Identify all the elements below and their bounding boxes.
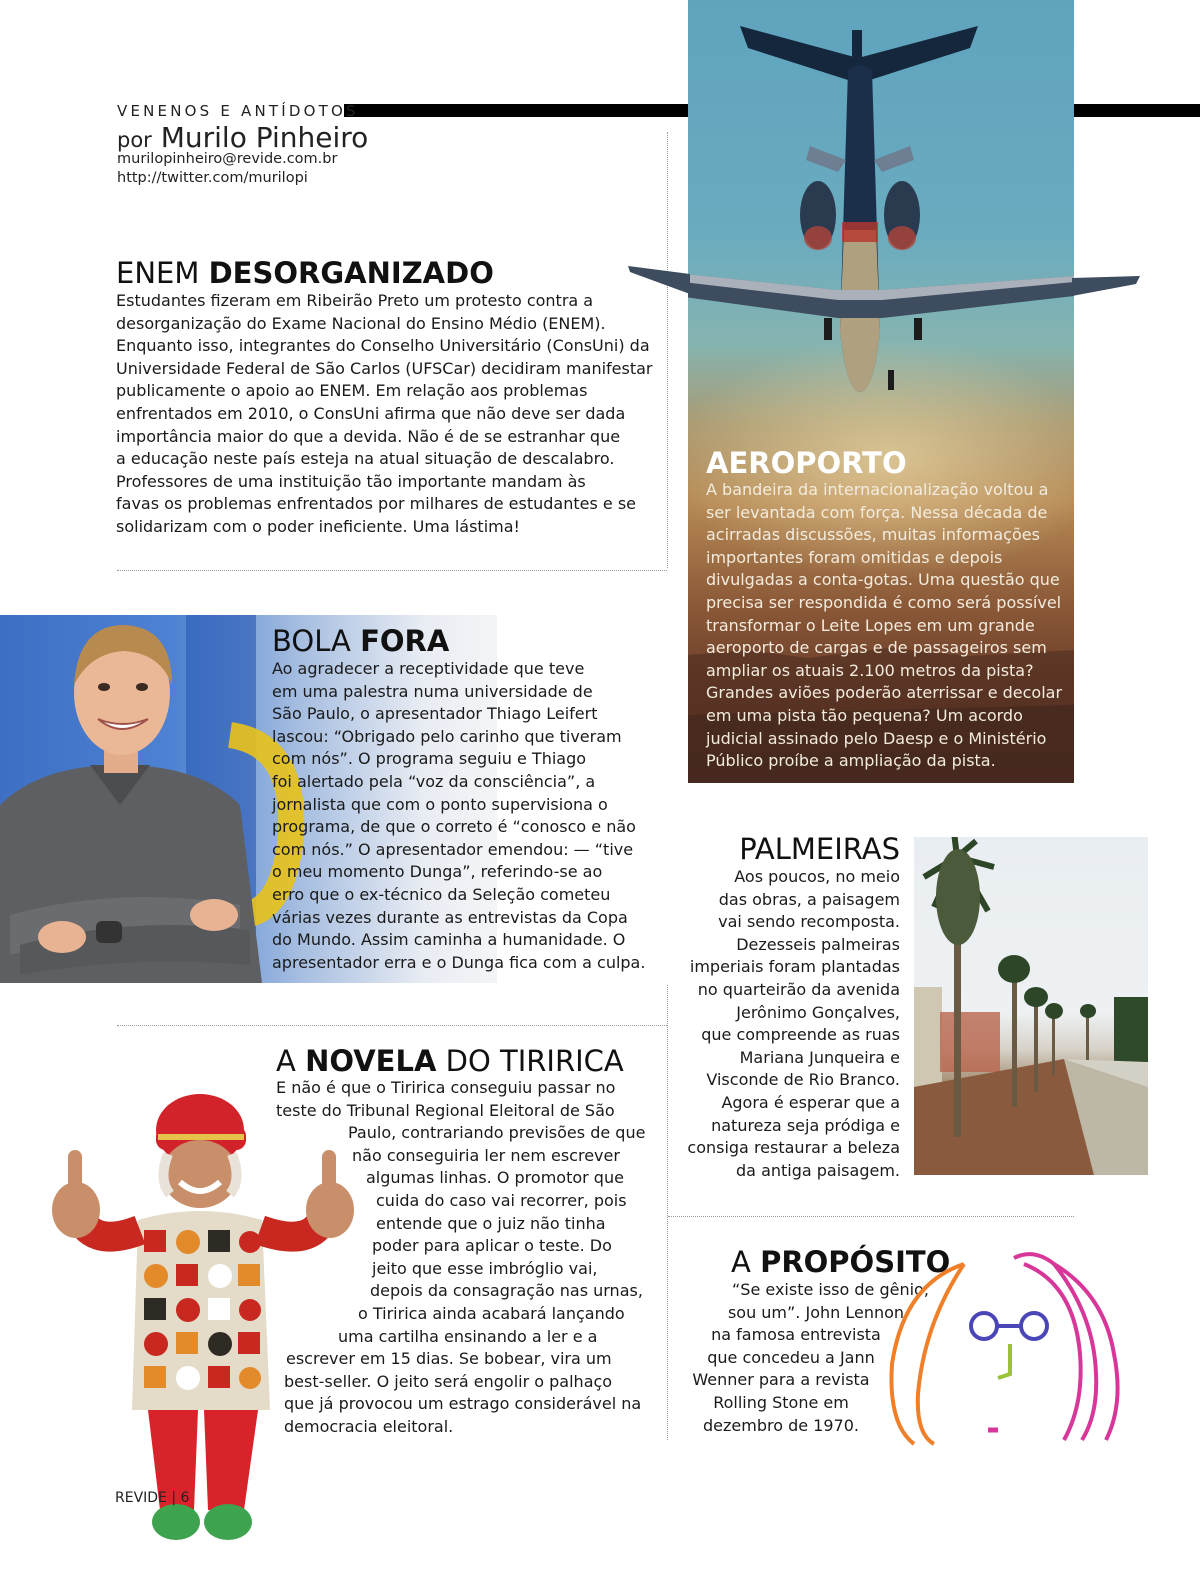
proposito-line: Wenner para a revista <box>692 1370 870 1390</box>
proposito-line: que concedeu a Jann <box>707 1347 875 1367</box>
bola-line: apresentador erra e o Dunga fica com a culpa. <box>272 952 646 972</box>
novela-line: depois da consagração nas urnas, <box>370 1281 643 1301</box>
enem-line: favas os problemas enfrentados por milhares de estudantes e se <box>116 494 636 514</box>
palmeiras-line: Agora é esperar que a <box>721 1092 900 1112</box>
proposito-line: dezembro de 1970. <box>703 1415 859 1435</box>
bola-heading <box>272 624 450 658</box>
aeroporto-line: Grandes aviões poderão aterrissar e decolar <box>706 683 1063 703</box>
header-rule-right <box>1074 104 1200 117</box>
proposito-line: sou um”. John Lennon <box>727 1302 905 1322</box>
novela-line: teste do Tribunal Regional Eleitoral de São <box>276 1100 615 1120</box>
aeroporto-line: precisa ser respondida é como será possível <box>706 592 1062 612</box>
enem-heading <box>116 256 494 290</box>
bola-line: Ao agradecer a receptividade que teve <box>272 659 585 678</box>
airplane-wingtip-left <box>628 258 690 298</box>
palmeiras-line: que compreende as ruas <box>701 1025 900 1045</box>
palmeiras-heading: PALMEIRAS <box>739 832 900 866</box>
novela-line: best-seller. O jeito será engolir o palhaço <box>284 1371 613 1391</box>
palmeiras-line: consiga restaurar a beleza <box>687 1138 900 1158</box>
novela-heading-bold: NOVELA <box>305 1044 437 1078</box>
author-twitter[interactable]: http://twitter.com/murilopi <box>117 170 308 186</box>
novela-line: algumas linhas. O promotor que <box>366 1168 624 1188</box>
header-rule-left <box>344 104 688 117</box>
palmeiras-line: no quarteirão da avenida <box>697 979 900 999</box>
enem-line: enfrentados em 2010, o ConsUni afirma que não deve ser dada <box>116 403 626 423</box>
enem-line: Universidade Federal de São Carlos (UFSCar) decidiram manifestar <box>116 358 653 378</box>
enem-line: solidarizam com o poder ineficiente. Uma lástima! <box>116 516 520 536</box>
bola-line: várias vezes durante as entrevistas da Copa <box>272 907 628 927</box>
aeroporto-line: transformar o Leite Lopes em um grande <box>706 615 1035 635</box>
aeroporto-line: Público proíbe a ampliação da pista. <box>706 751 996 771</box>
enem-line: Enquanto isso, integrantes do Conselho Universitário (ConsUni) da <box>116 336 650 356</box>
enem-line: Professores de uma instituição tão importante mandam às <box>116 471 586 491</box>
palmeiras-line: natureza seja pródiga e <box>711 1115 900 1135</box>
palmeiras-line: Jerônimo Gonçalves, <box>736 1002 900 1022</box>
enem-heading-bold: DESORGANIZADO <box>208 256 494 290</box>
bola-line: programa, de que o correto é “conosco e não <box>272 817 636 837</box>
novela-line: uma cartilha ensinando a ler e a <box>338 1326 598 1346</box>
novela-line: que já provocou um estrago considerável na <box>284 1394 642 1414</box>
proposito-heading-a: A <box>731 1245 751 1279</box>
palmeiras-line: das obras, a paisagem <box>718 889 900 909</box>
enem-line: Estudantes fizeram em Ribeirão Preto um protesto contra a <box>116 291 594 310</box>
aeroporto-line: em uma pista tão pequena? Um acordo <box>706 705 1023 725</box>
novela-line: o Tiririca ainda acabará lançando <box>358 1303 625 1323</box>
palmeiras-line: vai sendo recomposta. <box>718 912 900 932</box>
bola-line: do Mundo. Assim caminha a humanidade. O <box>272 930 626 950</box>
section-divider-bola <box>117 1025 667 1026</box>
novela-line: poder para aplicar o teste. Do <box>372 1236 612 1256</box>
author-email[interactable]: murilopinheiro@revide.com.br <box>117 151 338 167</box>
bola-body <box>272 658 645 974</box>
bola-line: foi alertado pela “voz da consciência”, a <box>272 771 596 791</box>
section-divider-enem <box>117 570 667 571</box>
novela-line: E não é que o Tiririca conseguiu passar no <box>276 1078 616 1097</box>
enem-line: desorganização do Exame Nacional do Ensino Médio (ENEM). <box>116 313 606 333</box>
bola-line: São Paulo, o apresentador Thiago Leifert <box>272 704 598 724</box>
palmeiras-body <box>620 866 900 1182</box>
bola-heading-bold: FORA <box>360 624 450 658</box>
palmeiras-line: Dezesseis palmeiras <box>736 934 900 954</box>
aeroporto-line: divulgadas a conta-gotas. Uma questão que <box>706 570 1060 590</box>
byline-prefix: por <box>117 128 152 152</box>
column-byline <box>117 121 368 154</box>
bola-line: erro que o ex-técnico da Seleção cometeu <box>272 884 611 904</box>
lennon-self-portrait-drawing <box>874 1244 1136 1456</box>
bola-line: lascou: “Obrigado pelo carinho que tiveram <box>272 726 622 746</box>
enem-line: a educação neste país esteja na atual situação de descalabro. <box>116 449 615 469</box>
enem-heading-light: ENEM <box>116 256 200 290</box>
novela-line: cuida do caso vai recorrer, pois <box>376 1190 627 1210</box>
novela-line: democracia eleitoral. <box>284 1416 454 1436</box>
proposito-line: “Se existe isso de gênio, <box>732 1280 929 1299</box>
palmeiras-line: da antiga paisagem. <box>736 1160 900 1180</box>
author-name: Murilo Pinheiro <box>160 121 369 154</box>
bola-line: jornalista que com o ponto supervisiona o <box>272 794 608 814</box>
section-divider-palmeiras <box>668 1216 1074 1217</box>
palmeiras-line: Visconde de Rio Branco. <box>706 1070 900 1090</box>
aeroporto-line: aeroporto de cargas e de passageiros sem <box>706 638 1047 658</box>
aeroporto-body <box>706 479 1066 773</box>
column-kicker: VENENOS E ANTÍDOTOS <box>117 102 359 120</box>
enem-body <box>116 290 653 539</box>
aeroporto-line: ampliar os atuais 2.100 metros da pista? <box>706 660 1034 680</box>
novela-line: jeito que esse imbróglio vai, <box>372 1258 598 1278</box>
aeroporto-heading: AEROPORTO <box>706 446 907 480</box>
aeroporto-line: A bandeira da internacionalização voltou a <box>706 480 1049 499</box>
bola-line: com nós”. O programa seguiu e Thiago <box>272 749 587 769</box>
bola-line: com nós.” O apresentador emendou: — “tive <box>272 839 634 859</box>
airplane-wingtip-right <box>1072 272 1140 302</box>
novela-heading-a: A <box>276 1044 296 1078</box>
palm-trees-photo <box>914 837 1148 1175</box>
palmeiras-line: Aos poucos, no meio <box>734 867 900 886</box>
proposito-line: na famosa entrevista <box>711 1325 881 1345</box>
proposito-line: Rolling Stone em <box>713 1392 849 1412</box>
enem-line: importância maior do que a devida. Não é de se estranhar que <box>116 426 621 446</box>
novela-line: não conseguiria ler nem escrever <box>352 1145 620 1165</box>
palm-trees-illustration <box>914 837 1148 1175</box>
proposito-heading-bold: PROPÓSITO <box>760 1245 951 1279</box>
aeroporto-line: acirradas discussões, muitas informações <box>706 525 1040 545</box>
page-footer: REVIDE | 6 <box>115 1490 190 1506</box>
novela-line: escrever em 15 dias. Se bobear, vira um <box>286 1349 612 1369</box>
novela-line: Paulo, contrariando previsões de que <box>348 1123 646 1143</box>
novela-heading-b: DO TIRIRICA <box>445 1044 624 1078</box>
aeroporto-line: ser levantada com força. Nessa década de <box>706 502 1048 522</box>
aeroporto-line: judicial assinado pelo Daesp e o Ministério <box>706 728 1047 748</box>
bola-line: o meu momento Dunga”, referindo-se ao <box>272 862 603 882</box>
bola-line: em uma palestra numa universidade de <box>272 681 593 701</box>
palmeiras-line: imperiais foram plantadas <box>689 957 900 977</box>
novela-heading <box>276 1044 624 1078</box>
enem-line: publicamente o apoio ao ENEM. Em relação aos problemas <box>116 381 588 401</box>
bola-heading-light: BOLA <box>272 624 351 658</box>
palmeiras-line: Mariana Junqueira e <box>739 1047 900 1067</box>
aeroporto-line: importantes foram omitidas e depois <box>706 547 1003 567</box>
column-divider-upper <box>667 132 668 568</box>
novela-line: entende que o juiz não tinha <box>376 1213 606 1233</box>
clown-photo <box>48 1090 368 1555</box>
